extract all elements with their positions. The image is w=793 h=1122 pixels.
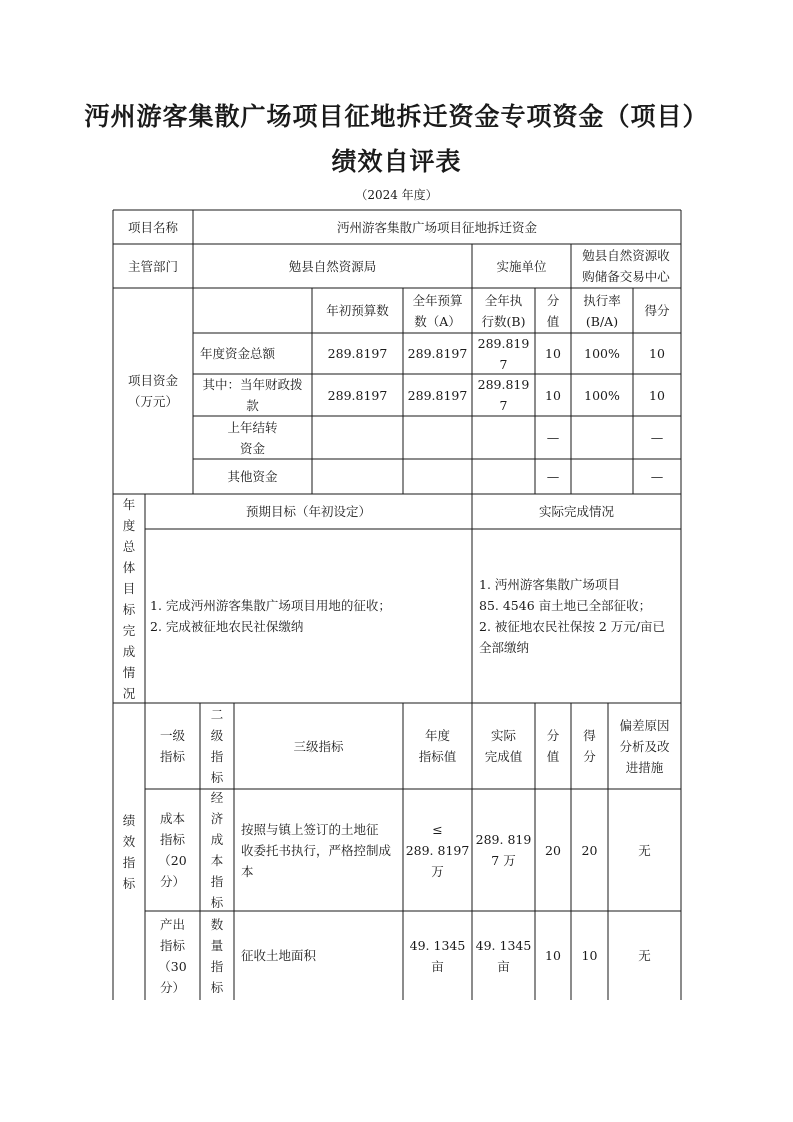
row-other-score: — [650,469,664,484]
goal-section-label: 年 度 总 体 目 标 完 成 情 况 [122,496,136,701]
dept-value: 勉县自然资源局 [288,258,377,274]
perf-header-deviation: 偏差原因 分析及改 进措施 [619,717,670,775]
row-total-executed: 289.819 7 [477,335,530,372]
row-carryover-label: 上年结转 资金 [227,419,278,456]
perf-r1-level3: 按照与镇上签订的土地征 收委托书执行，严格控制成 本 [241,821,392,879]
project-name-label: 项目名称 [127,219,178,235]
header-exec-rate: 执行率 (B/A) [583,292,621,329]
impl-label: 实施单位 [496,258,547,274]
dept-label: 主管部门 [127,258,178,274]
perf-r2-score: 10 [581,948,598,963]
row-total-score: 10 [649,346,665,361]
perf-r2-level3: 征收土地面积 [241,948,317,963]
row-carryover-score-value: — [546,430,560,445]
perf-header-score-value: 分 值 [546,728,560,764]
perf-header-level2: 二 级 指 标 [210,707,224,785]
row-fiscal-score-value: 10 [545,387,561,403]
perf-section-label: 绩 效 指 标 [122,812,136,891]
row-other-score-value: — [546,469,560,484]
row-fiscal-score: 10 [649,387,665,403]
perf-r2-level1: 产出 指标 （30 分） [158,916,187,995]
row-total-rate: 100% [584,346,620,361]
row-fiscal-full: 289.8197 [407,387,468,403]
perf-r1-level2: 经 济 成 本 指 标 [210,790,224,910]
row-fiscal-rate: 100% [584,387,620,403]
row-total-score-value: 10 [545,346,561,361]
project-name-value: 沔州游客集散广场项目征地拆迁资金 [336,219,537,235]
row-fiscal-label: 其中：当年财政拨 款 [202,377,303,413]
perf-header-level1: 一级 指标 [159,728,185,764]
perf-r1-actual: 289. 819 7 万 [475,832,532,868]
header-score: 得分 [644,303,670,318]
perf-r2-deviation: 无 [638,948,651,963]
perf-header-target: 年度 指标值 [418,728,457,764]
goal-actual-text: 1. 沔州游客集散广场项目 85. 4546 亩土地已全部征收； 2. 被征地农民社保按 2 万元/亩已 全部缴纳 [479,577,666,655]
impl-value: 勉县自然资源收 购储备交易中心 [582,248,670,284]
perf-r1-target: ≤ 289. 8197 万 [405,821,470,879]
header-full-budget: 全年预算 数（A） [412,292,463,329]
row-fiscal-initial: 289.8197 [327,387,388,403]
row-other-label: 其他资金 [227,469,278,484]
header-initial-budget: 年初预算数 [326,303,389,318]
goal-expected-text: 1. 完成沔州游客集散广场项目用地的征收； 2. 完成被征地农民社保缴纳 [150,598,391,634]
row-carryover-score: — [650,430,664,445]
document-title-line1: 沔州游客集散广场项目征地拆迁资金专项资金（项目） [84,102,709,131]
header-executed: 全年执 行数(B) [481,292,526,329]
perf-r2-score-value: 10 [545,948,561,963]
perf-r1-deviation: 无 [638,842,651,858]
perf-r1-score-value: 20 [545,842,561,858]
row-fiscal-executed: 289.819 7 [477,377,530,413]
perf-header-actual: 实际 完成值 [484,728,523,764]
perf-r2-target: 49. 1345 亩 [409,937,466,974]
perf-header-level3: 三级指标 [293,738,344,754]
perf-r1-level1: 成本 指标 （20 分） [158,811,187,889]
perf-r1-score: 20 [581,842,598,858]
report-year: （2024 年度） [355,188,438,202]
goal-actual-header: 实际完成情况 [538,504,614,519]
row-total-funds-label: 年度资金总额 [200,346,276,361]
header-score-value: 分 值 [546,292,560,329]
row-total-full: 289.8197 [407,346,468,361]
goal-expected-header: 预期目标（年初设定） [245,504,371,519]
fund-section-label: 项目资金 （万元） [127,373,178,409]
row-total-initial: 289.8197 [327,346,388,361]
perf-r2-level2: 数 量 指 标 [210,916,224,995]
document-title-line2: 绩效自评表 [331,147,462,176]
perf-r2-actual: 49. 1345 亩 [475,937,532,974]
perf-header-score: 得 分 [583,728,596,764]
